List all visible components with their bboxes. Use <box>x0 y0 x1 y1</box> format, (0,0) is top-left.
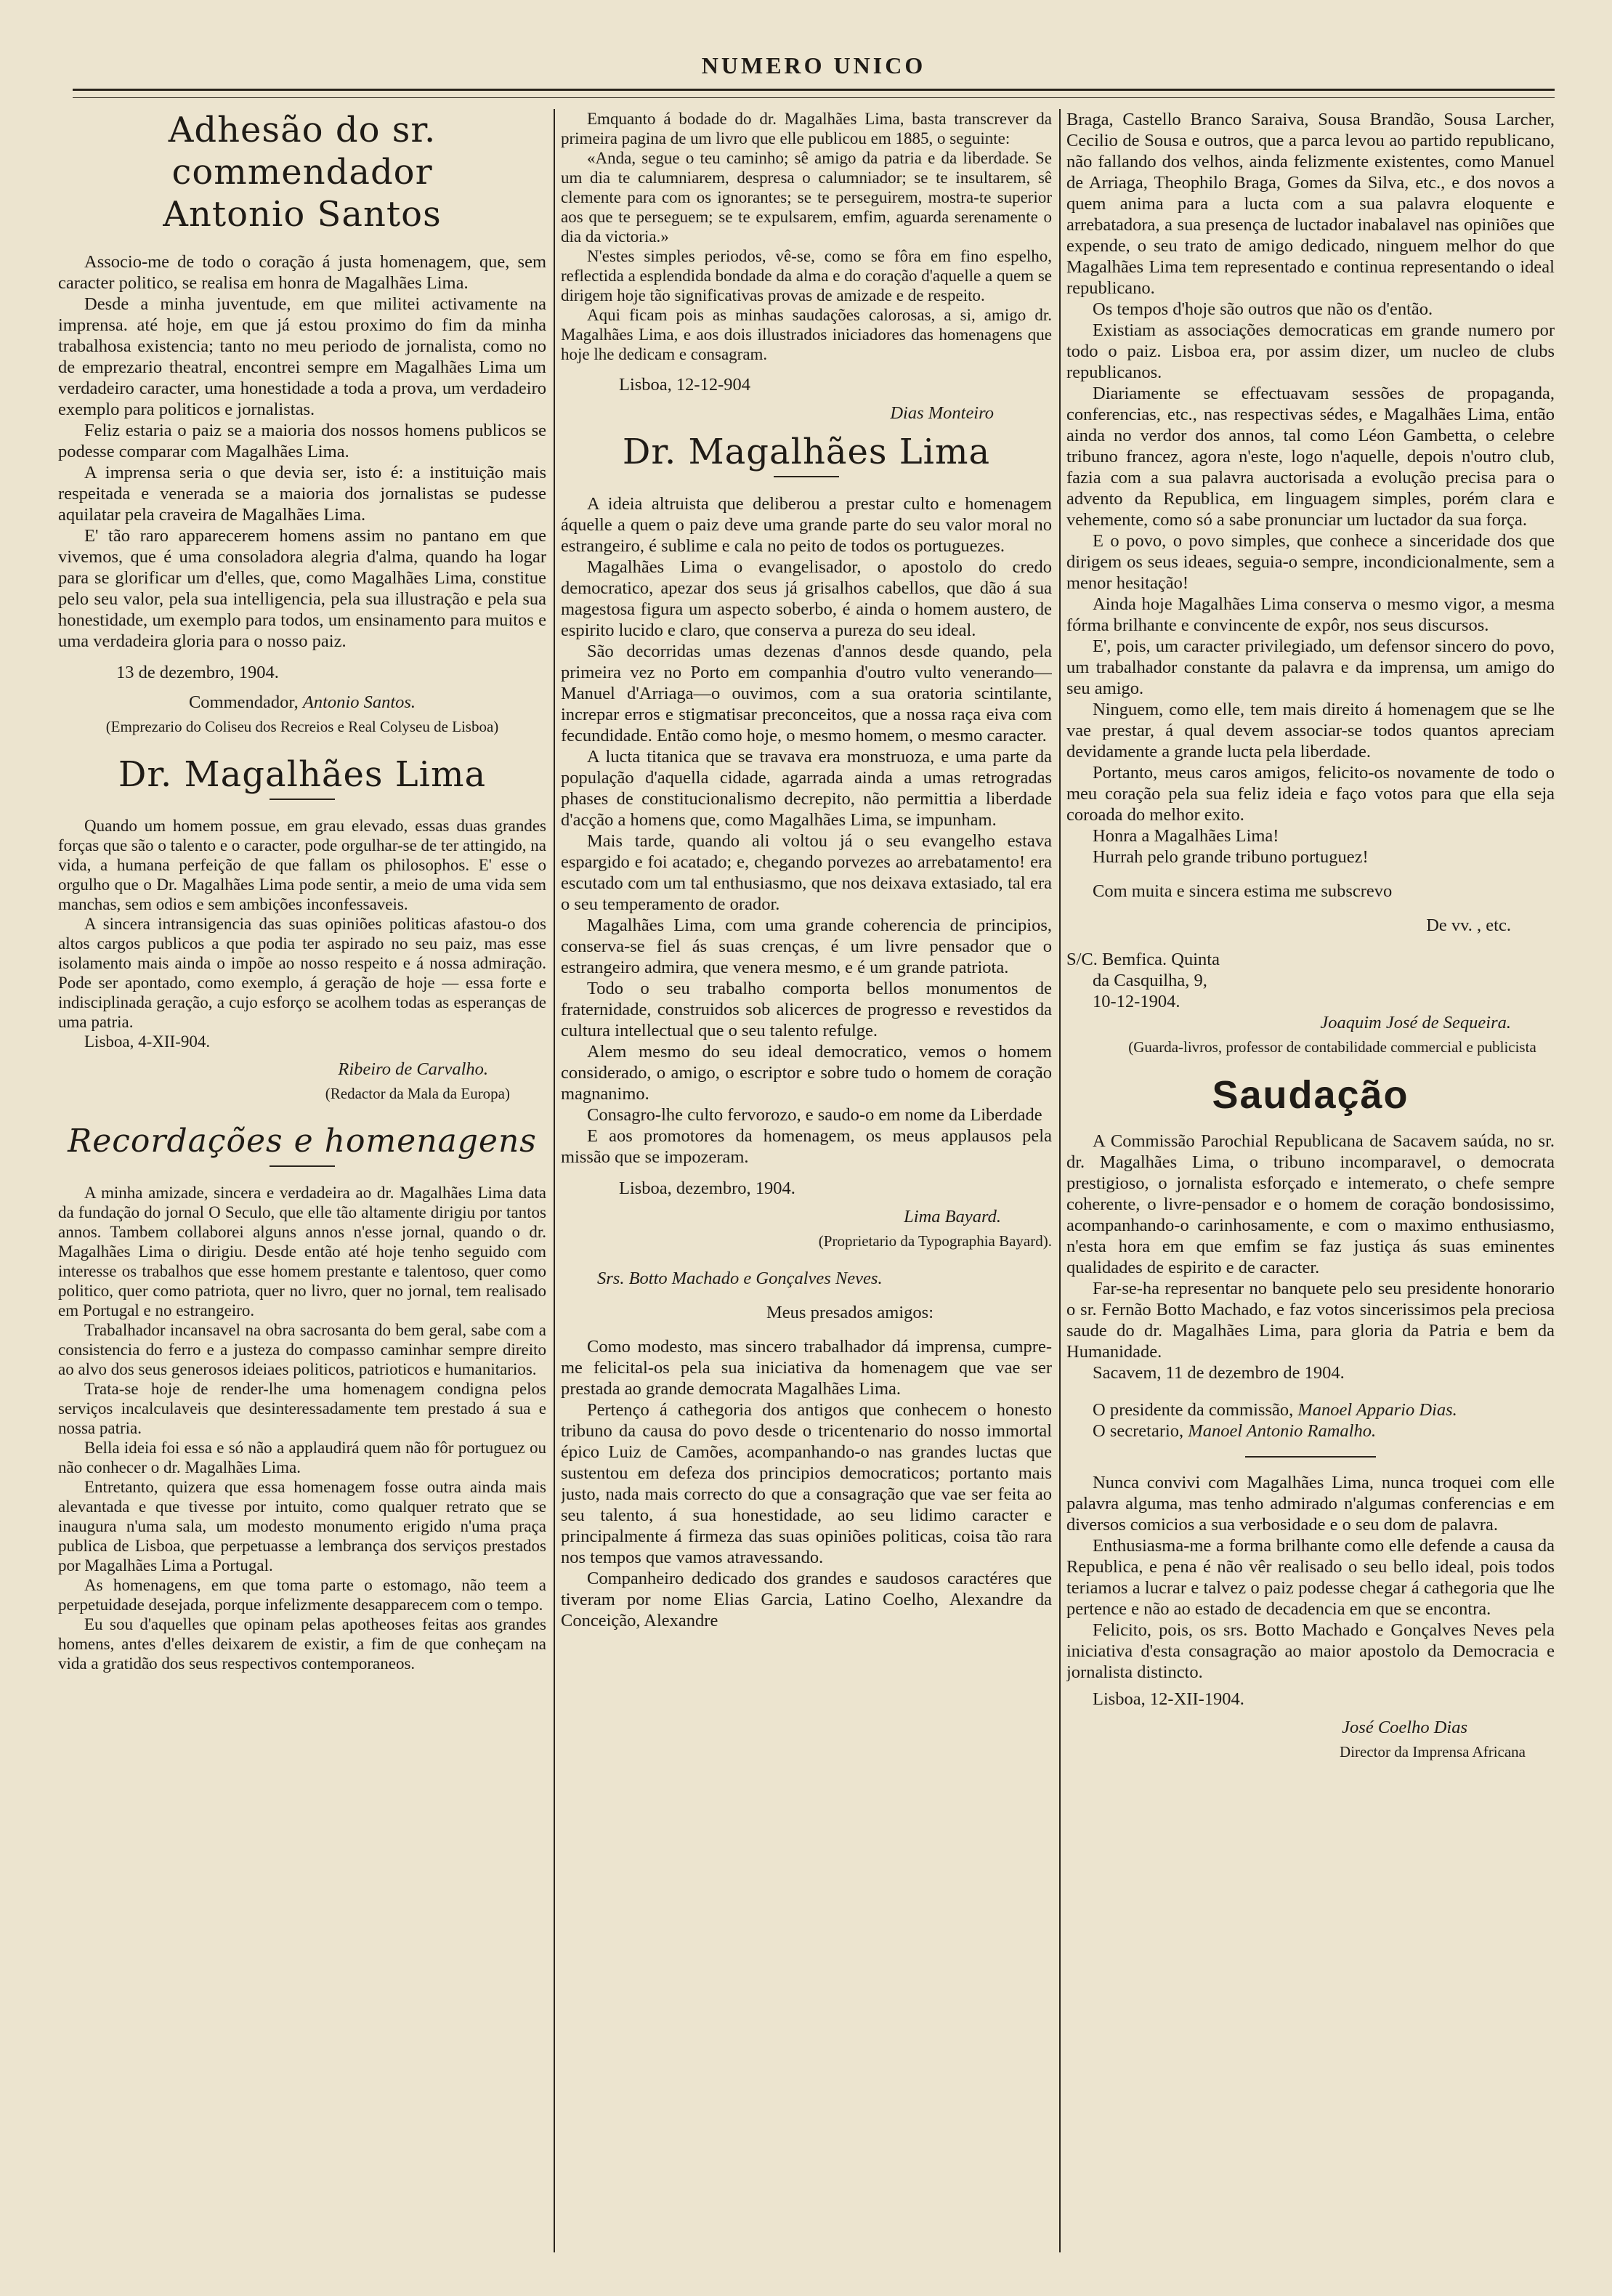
spacer <box>1066 868 1555 881</box>
paragraph: Far-se-ha representar no banquete pelo seu presidente honorario o sr. Fernão Botto Machado, e faz votos sincerissimos pela preciosa saude do dr. Magalhães Lima, para gloria da Patria e bem da Humanidade. <box>1066 1279 1555 1362</box>
paragraph: Honra a Magalhães Lima! <box>1093 826 1279 846</box>
masthead <box>73 44 1555 87</box>
signature-name: Antonio Santos. <box>302 692 416 712</box>
president-label: O presidente da commissão, <box>1093 1400 1294 1420</box>
paragraph: Eu sou d'aquelles que opinam pelas apotheoses feitas aos grandes homens, antes d'elles deixarem de existir, a fim de que conheçam na vida a gratidão dos seus respectivos contemporaneos. <box>58 1615 546 1673</box>
title-dash <box>270 1165 335 1167</box>
paragraph: Magalhães Lima o evangelisador, o apostolo do credo democratico, apezar dos seus já grisalhos cabellos, que dão á sua magestosa figura um aspecto soberbo, é ainda o homem austero, de espirito lucido e claro, que conserva a pureza do seu ideal. <box>561 557 1052 640</box>
article-title: Saudação <box>1212 1073 1409 1117</box>
header-rule <box>73 89 1555 91</box>
paragraph: E aos promotores da homenagem, os meus applausos pela missão que se impozeram. <box>561 1126 1052 1167</box>
article-title: Dr. Magalhães Lima <box>622 432 991 472</box>
article-title: Dr. Magalhães Lima <box>118 754 487 795</box>
article-letter <box>561 1268 1052 1631</box>
dateline: Lisboa, 12-XII-1904. <box>1093 1689 1244 1709</box>
letter-place: da Casquilha, 9, <box>1093 971 1207 990</box>
signature <box>58 692 546 713</box>
letter-closing: Com muita e sincera estima me subscrevo <box>1093 881 1393 901</box>
signature: Dias Monteiro <box>890 403 994 423</box>
paragraph: Como modesto, mas sincero trabalhador dá imprensa, cumpre-me felicital-os pela sua iniciativa da homenagem que vae ser prestada ao grande democrata Magalhães Lima. <box>561 1337 1052 1399</box>
article-letter-continued <box>1066 109 1555 1056</box>
dateline: Lisboa, dezembro, 1904. <box>619 1179 795 1198</box>
paragraph: Ninguem, como elle, tem mais direito á homenagem que se lhe vae prestar, á qual devem associar-se todos quantos apreciam devidamente a grande lucta pela liberdade. <box>1066 700 1555 761</box>
paragraph: As homenagens, em que toma parte o estomago, não teem a perpetuidade desejada, porque infelizmente desapparecem com o tempo. <box>58 1576 546 1614</box>
dateline: Lisboa, 12-12-904 <box>619 375 750 395</box>
letter-formula: De vv. , etc. <box>1426 915 1511 935</box>
author-caption: (Emprezario do Coliseu dos Recreios e Real Colyseu de Lisboa) <box>105 718 499 735</box>
paragraph: Consagro-lhe culto fervorozo, e saudo-o em nome da Liberdade <box>587 1105 1042 1125</box>
article-dr-magalhaes-lima-2 <box>561 431 1052 1250</box>
author-caption: (Guarda-livros, professor de contabilidade commercial e publicista <box>1128 1038 1536 1056</box>
paragraph: Hurrah pelo grande tribuno portuguez! <box>1093 847 1369 867</box>
article-title: Adhesão do sr. commendador <box>168 110 437 193</box>
paragraph: «Anda, segue o teu caminho; sê amigo da patria e da liberdade. Se um dia te calumniarem, despresa o calumniador; se te insultarem, sê clemente para com os ignorantes; se te perseguirem, mostra-te superior aos que te perseguem; se te expulsarem, emfim, aguarda serenamente o dia da victoria.» <box>561 149 1052 246</box>
paragraph: Ainda hoje Magalhães Lima conserva o mesmo vigor, a mesma fórma brilhante e convincente de expôr, nos seus discursos. <box>1066 594 1555 635</box>
paragraph: Pertenço á cathegoria dos antigos que conhecem o honesto tribuno da causa do povo desde o tricentenario do nosso immortal épico Luiz de Camões, acompanhando-o nas grandes luctas que sustentou em defeza dos principios democraticos; portanto mais justo, nada mais correcto do que a consagração que vae ser feita ao seu talento, á sua honestidade, ao seu lidimo caracter e principalmente á firmeza das suas opiniões politicas, coisa tão rara nos tempos que vamos atravessando. <box>561 1400 1052 1567</box>
paragraph: São decorridas umas dezenas d'annos desde quando, pela primeira vez no Porto em companhia d'outro vulto venerando—Manuel d'Arriaga—o ouvimos, com a sua oratoria scintilante, increpar erros e stigmatisar preconceitos, que a nossa raça eiva com fecundidade. Então como hoje, o mesmo homem, o mesmo caracter. <box>561 642 1052 745</box>
paragraph: A imprensa seria o que devia ser, isto é: a instituição mais respeitada e venerada se a maioria dos jornalistas se pudesse aquilatar pela craveira de Magalhães Lima. <box>58 463 546 525</box>
president-name: Manoel Appario Dias. <box>1297 1400 1457 1420</box>
dateline: Lisboa, 4-XII-904. <box>84 1032 211 1051</box>
signature: Lima Bayard. <box>904 1207 1001 1226</box>
title-dash <box>270 799 335 800</box>
column-3 <box>1066 109 1555 2252</box>
signature: José Coelho Dias <box>1342 1718 1467 1737</box>
dateline: Sacavem, 11 de dezembro de 1904. <box>1093 1363 1345 1383</box>
author-caption: (Proprietario da Typographia Bayard). <box>818 1232 1052 1250</box>
header-rule-thin <box>73 97 1555 98</box>
paragraph: Aqui ficam pois as minhas saudações calorosas, a si, amigo dr. Magalhães Lima, e aos dois illustrados iniciadores das homenagens que hoje lhe dedicam e consagram. <box>561 306 1052 363</box>
paragraph: Todo o seu trabalho comporta bellos monumentos de fraternidade, construidos sob alicerces de progresso e revestidos da cultura intellectual que o seu talento refulge. <box>561 979 1052 1040</box>
author-caption: Director da Imprensa Africana <box>1340 1743 1526 1761</box>
title-dash <box>774 476 839 477</box>
letter-greeting: Meus presados amigos: <box>766 1303 933 1322</box>
paragraph: Diariamente se effectuavam sessões de propaganda, conferencias, etc., nas respectivas sédes, e Magalhães Lima, então ainda no verdor dos annos, tal como Léon Gambetta, o celebre tribuno francez, agora n'este, logo n'aquelle, depois n'outro club, fazia com a sua palavra auctorisada a evolução precisa para o advento da Republica, em linguagem simples, porém clara e vehemente, como só a sabe pronunciar um luctador da sua força. <box>1066 384 1555 530</box>
article-title: Antonio Santos <box>163 194 442 235</box>
letter-address <box>597 1268 1052 1289</box>
signature-prefix: Commendador, <box>188 692 299 712</box>
paragraph: Mais tarde, quando ali voltou já o seu evangelho estava espargido e foi acatado; e, chegando porvezes ao arrebatamento! era escutado com um tal enthusiasmo, que nos deixava extasiado, tal era o seu temperamento de orador. <box>561 831 1052 914</box>
spacer <box>561 1289 1052 1302</box>
spacer <box>1066 902 1555 915</box>
commission-president <box>1066 1399 1555 1420</box>
paragraph: A sincera intransigencia das suas opiniões politicas afastou-o dos altos cargos publicos a que podia ter aspirado no seu paiz, mas esse isolamento mais ainda o impõe ao nosso respeito e á nossa admiração. Pode ser apontado, como exemplo, á geração de hoje — essa forte e indisciplinada geração, a cujo esforço se acolhem todas as esperanças de uma patria. <box>58 915 546 1031</box>
paragraph: Bella ideia foi essa e só não a applaudirá quem não fôr portuguez ou não conhecer o dr. Magalhães Lima. <box>58 1439 546 1476</box>
paragraph: Feliz estaria o paiz se a maioria dos nossos homens publicos se podesse comparar com Magalhães Lima. <box>58 421 546 461</box>
letter-place: 10-12-1904. <box>1093 992 1180 1011</box>
column-1 <box>58 109 546 2252</box>
author-caption: (Redactor da Mala da Europa) <box>325 1085 510 1102</box>
paragraph: Emquanto á bodade do dr. Magalhães Lima, basta transcrever da primeira pagina de um livro que elle publicou em 1885, o seguinte: <box>561 110 1052 147</box>
signature: Ribeiro de Carvalho. <box>338 1059 488 1079</box>
article-dr-magalhaes-lima-1 <box>58 753 546 1103</box>
address-text: Srs. Botto Machado e Gonçalves Neves. <box>597 1269 883 1288</box>
commission-secretary <box>1066 1420 1555 1442</box>
paragraph: E', pois, um caracter privilegiado, um defensor sincero do povo, um trabalhador constante da palavra e da imprensa, um amigo do seu amigo. <box>1066 636 1555 698</box>
spacer <box>561 1323 1052 1336</box>
paragraph: Associo-me de todo o coração á justa homenagem, que, sem caracter politico, se realisa em honra de Magalhães Lima. <box>58 252 546 293</box>
dateline: 13 de dezembro, 1904. <box>116 663 279 682</box>
article-dias-monteiro <box>561 109 1052 424</box>
masthead-title: NUMERO UNICO <box>701 52 926 78</box>
letter-place: S/C. Bemfica. Quinta <box>1066 950 1220 969</box>
section-separator <box>1245 1456 1376 1458</box>
paragraph: Portanto, meus caros amigos, felicito-os novamente de todo o meu coração pela sua feliz ideia e faço votos para que ella seja coroada do melhor exito. <box>1066 763 1555 825</box>
article-coelho-dias <box>1066 1472 1555 1761</box>
column-divider-2 <box>1059 109 1061 2252</box>
column-2 <box>561 109 1052 2252</box>
paragraph: E' tão raro apparecerem homens assim no pantano em que vivemos, que é uma consoladora alegria d'alma, quando ha logar para se glorificar um d'elles, que, como Magalhães Lima, constitue pelo seu valor, pela sua intelligencia, pela sua illustração e pela sua honestidade, um exemplo para todos, um ensinamento para muitos e uma verdadeira gloria para o nosso paiz. <box>58 526 546 651</box>
paragraph: Braga, Castello Branco Saraiva, Sousa Brandão, Sousa Larcher, Cecilio de Sousa e outros, que a parca levou ao partido republicano, não fallando dos velhos, ainda felizmente existentes, como Manuel de Arriaga, Theophilo Braga, Gomes da Silva, etc., e dos novos a quem anima para a lucta com a sua palavra eloquente e arrebatadora, a sua presença de luctador inabalavel nas opiniões que expende, o seu trato de amigo dedicado, ninguem melhor do que Magalhães Lima tem representado e continua representando o ideal republicano. <box>1066 110 1555 298</box>
paragraph: Magalhães Lima, com uma grande coherencia de principios, conserva-se fiel ás suas crenças, é um livre pensador que o estrangeiro admira, que venera mesmo, e é um grande patriota. <box>561 915 1052 977</box>
secretary-name: Manoel Antonio Ramalho. <box>1188 1421 1377 1441</box>
paragraph: Felicito, pois, os srs. Botto Machado e Gonçalves Neves pela iniciativa d'esta consagração ao maior apostolo da Democracia e jornalista distincto. <box>1066 1620 1555 1682</box>
signature: Joaquim José de Sequeira. <box>1320 1013 1511 1032</box>
paragraph: N'estes simples periodos, vê-se, como se fôra em fino espelho, reflectida a esplendida bondade da alma e do coração d'aquelle a quem se dirigem hoje tão significativas provas de amizade e de respeito. <box>561 247 1052 304</box>
article-adhesao <box>58 109 546 736</box>
paragraph: Trata-se hoje de render-lhe uma homenagem condigna pelos serviços incalculaveis que desinteressadamente tem prestado á sua e nossa patria. <box>58 1380 546 1437</box>
paragraph: A lucta titanica que se travava era monstruoza, e uma parte da população d'aquella cidade, agarrada ainda a umas retrogradas phases de constitucionalismo decrepito, não permittia a liberdade d'acção a homens que, como Magalhães Lima, se impunham. <box>561 747 1052 830</box>
secretary-label: O secretario, <box>1093 1421 1184 1441</box>
paragraph: Alem mesmo do seu ideal democratico, vemos o homem considerado, o amigo, o escriptor e sobre tudo o homem de coração magnanimo. <box>561 1042 1052 1104</box>
paragraph: Desde a minha juventude, em que militei activamente na imprensa. até hoje, em que já estou proximo do fim da minha trabalhosa existencia; tanto no meu periodo de jornalista, como no de emprezario theatral, encontrei sempre em Magalhães Lima um verdadeiro caracter, uma honestidade a toda a prova, um verdadeiro exemplo para politicos e jornalistas. <box>58 294 546 419</box>
paragraph: A ideia altruista que deliberou a prestar culto e homenagem áquelle a quem o paiz deve uma grande parte do seu valor moral no estrangeiro, é sublime e cala no peito de todos os portuguezes. <box>561 494 1052 556</box>
paragraph: Os tempos d'hoje são outros que não os d'então. <box>1093 299 1433 319</box>
paragraph: Companheiro dedicado dos grandes e saudosos caractéres que tiveram por nome Elias Garcia, Latino Coelho, Alexandre da Conceição, Alexandre <box>561 1569 1052 1630</box>
article-recordacoes <box>58 1120 546 1673</box>
paragraph: Nunca convivi com Magalhães Lima, nunca troquei com elle palavra alguma, mas tenho admirado n'algumas conferencias e em diversos comicios a sua verbosidade e o seu dom de palavra. <box>1066 1473 1555 1535</box>
paragraph: Trabalhador incansavel na obra sacrosanta do bem geral, sabe com a consistencia do ferro e a justeza do compasso caminhar sempre direito ao alvo dos seus generosos ideiaes politicos, patrioticos e humanitarios. <box>58 1321 546 1378</box>
paragraph: Existiam as associações democraticas em grande numero por todo o paiz. Lisboa era, por assim dizer, um nucleo de clubs republicanos. <box>1066 320 1555 382</box>
paragraph: A minha amizade, sincera e verdadeira ao dr. Magalhães Lima data da fundação do jornal O Seculo, que elle tão altamente dirigiu por tantos annos. Tambem collaborei alguns annos n'esse jornal, quando o dr. Magalhães Lima o dirigiu. Desde então até hoje tenho seguido com interesse os trabalhos que esse homem prestante e talentoso, quer como politico, quer como patriota, quer no livro, quer no jornal, tem realisado em Portugal e no estrangeiro. <box>58 1184 546 1319</box>
article-saudacao <box>1066 1074 1555 1458</box>
spacer <box>1066 936 1555 949</box>
paragraph: Enthusiasma-me a forma brilhante como elle defende a causa da Republica, e pena é não vêr realisado o seu bello ideal, pois todos teriamos a lucrar e talvez o paiz podesse chegar á cathegoria que lhe pertence e não ao estado de decadencia em que se encontra. <box>1066 1536 1555 1619</box>
paragraph: E o povo, o povo simples, que conhece a sinceridade dos que dirigem os seus ideaes, seguia-o sempre, incondicionalmente, sem a menor hesitação! <box>1066 531 1555 593</box>
column-divider-1 <box>554 109 555 2252</box>
paragraph: Entretanto, quizera que essa homenagem fosse outra ainda mais alevantada e que tivesse por intuito, como qualquer retrato que se inaugura n'uma sala, um modesto monumento erigido n'uma praça publica de Lisboa, que perpetuasse a lembrança dos serviços prestados por Magalhães Lima a Portugal. <box>58 1478 546 1575</box>
article-title: Recordações e homenagens <box>68 1123 537 1160</box>
paragraph: A Commissão Parochial Republicana de Sacavem saúda, no sr. dr. Magalhães Lima, o tribuno incomparavel, o democrata prestigioso, o jornalista esforçado e intemerato, o chefe sempre coherente, o livre-pensador e o homem de coração bondosissimo, acompanhando-o carinhosamente, e com o maximo enthusiasmo, n'esta hora em que emfim se faz justiça ás suas eminentes qualidades de espirito e de caracter. <box>1066 1131 1555 1277</box>
paragraph: Quando um homem possue, em grau elevado, essas duas grandes forças que são o talento e o caracter, pode orgulhar-se de ter attingido, na vida, a humana perfeição de que fallam os philosophos. E' esse o orgulho que o Dr. Magalhães Lima pode sentir, a meio de uma vida sem manchas, sem odios e sem ambições inconfessaveis. <box>58 817 546 913</box>
